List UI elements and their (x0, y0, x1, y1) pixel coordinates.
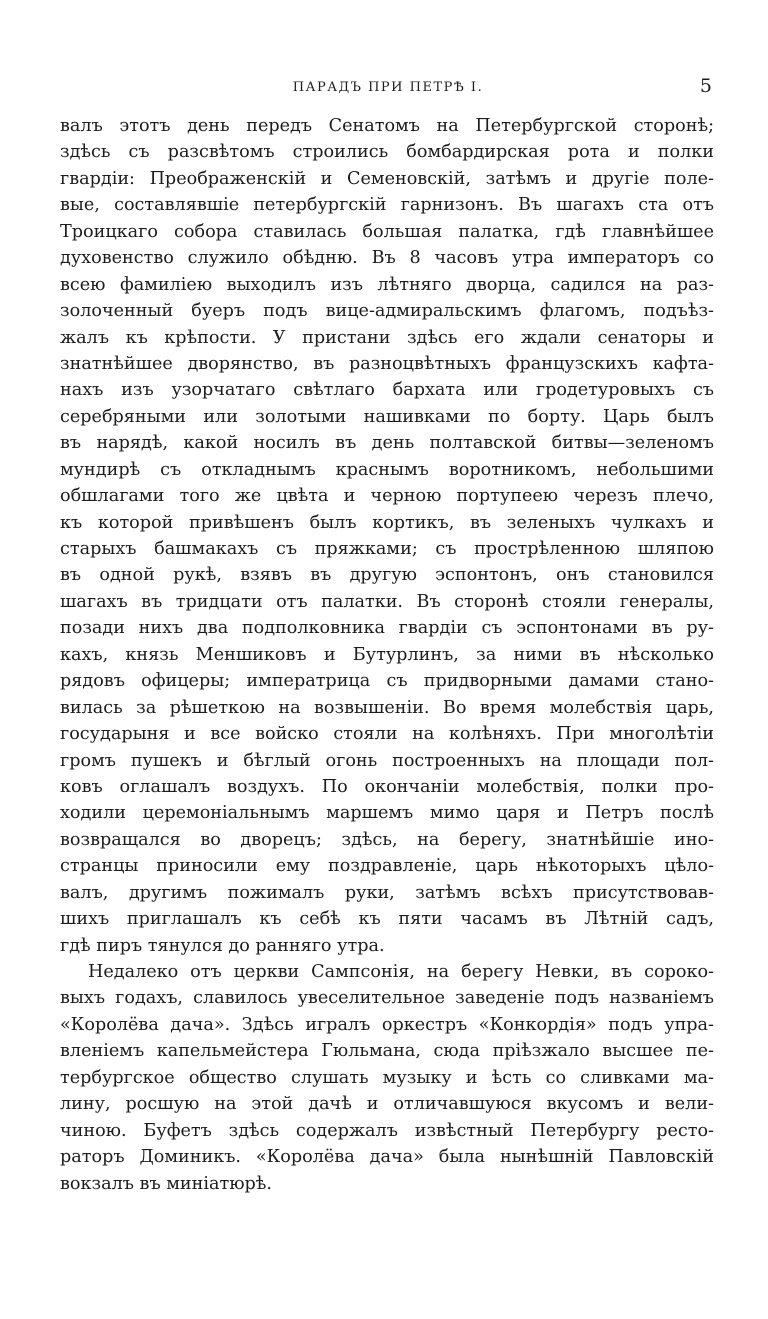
text-line: лину, росшую на этой дачѣ и отличавшуюся вкусомъ и вели- (60, 1094, 714, 1115)
text-line: кахъ, князь Меншиковъ и Бутурлинъ, за ними въ нѣсколько (60, 644, 714, 665)
text-line: вокзалъ въ миніатюрѣ. (60, 1173, 273, 1194)
text-line: рядовъ офицеры; императрица съ придворными дамами стано- (60, 671, 714, 692)
text-line: громъ пушекъ и бѣглый огонь построенныхъ на площади пол- (60, 750, 714, 771)
text-line: мундирѣ съ откладнымъ краснымъ воротникомъ, небольшими (60, 459, 714, 480)
text-line: тербургское общество слушать музыку и ѣсть со сливками ма- (60, 1067, 714, 1088)
text-line: всею фамиліею выходилъ изъ лѣтняго дворца, садился на раз- (60, 274, 714, 295)
text-line: гдѣ пиръ тянулся до ранняго утра. (60, 935, 385, 956)
text-line: гвардіи: Преображенскій и Семеновскій, затѣмъ и другіе поле- (60, 168, 714, 189)
text-line: государыня и все войско стояли на колѣняхъ. При многолѣтіи (60, 724, 714, 745)
paragraph-1 (60, 113, 714, 959)
text-line: духовенство служило обѣдню. Въ 8 часовъ утра императоръ со (60, 248, 714, 269)
paragraph-2 (60, 959, 714, 1197)
page-header (60, 76, 716, 100)
text-line: шагахъ въ тридцати отъ палатки. Въ сторонѣ стояли генералы, (60, 591, 714, 612)
text-line: въ нарядѣ, какой носилъ въ день полтавской битвы—зеленомъ (60, 433, 714, 454)
text-line: чиною. Буфетъ здѣсь содержалъ извѣстный Петербургу ресто- (60, 1120, 714, 1141)
text-line: золоченный буеръ подъ вице-адмиральскимъ флагомъ, подъѣз- (60, 301, 714, 322)
text-line: странцы приносили ему поздравленіе, царь нѣкоторыхъ цѣло- (60, 856, 714, 877)
text-line: серебряными или золотыми нашивками по борту. Царь былъ (60, 406, 714, 427)
text-line: ковъ оглашалъ воздухъ. По окончаніи молебствія, полки про- (60, 776, 714, 797)
text-line: вленіемъ капельмейстера Гюльмана, сюда пріѣзжало высшее пе- (60, 1041, 714, 1062)
text-line: въ одной рукѣ, взявъ въ другую эспонтонъ, онъ становился (60, 565, 714, 586)
text-line: Недалеко отъ церкви Сампсонія, на берегу Невки, въ сороко- (88, 962, 714, 982)
text-line: позади нихъ два подполковника гвардіи съ эспонтонами въ ру- (60, 618, 714, 639)
text-line: валъ этотъ день передъ Сенатомъ на Петербургской сторонѣ; (60, 116, 714, 136)
text-line: здѣсь съ разсвѣтомъ строились бомбардирская рота и полки (60, 142, 714, 163)
text-line: раторъ Доминикъ. «Королёва дача» была нынѣшній Павловскій (60, 1147, 714, 1168)
text-line: вые, составлявшіе петербургскій гарнизонъ. Въ шагахъ ста отъ (60, 195, 714, 216)
text-line: Троицкаго собора ставилась большая палатка, гдѣ главнѣйшее (60, 221, 714, 242)
text-line: шихъ приглашалъ къ себѣ къ пяти часамъ въ Лѣтній садъ, (60, 909, 714, 930)
body-text (60, 113, 714, 1197)
text-line: знатнѣйшее дворянство, въ разноцвѣтныхъ французскихъ кафта- (60, 353, 714, 374)
page-number: 5 (699, 75, 712, 97)
text-line: ходили церемоніальнымъ маршемъ мимо царя и Петръ послѣ (60, 803, 714, 824)
text-line: выхъ годахъ, славилось увеселительное заведеніе подъ названіемъ (60, 988, 714, 1009)
text-line: старыхъ башмакахъ съ пряжками; съ прострѣленною шляпою (60, 539, 714, 559)
text-line: вилась за рѣшеткою на возвышеніи. Во время молебствія царь, (60, 697, 714, 718)
running-title: ПАРАДЪ ПРИ ПЕТРѢ I. (292, 80, 484, 95)
text-line: обшлагами того же цвѣта и черною портупеею черезъ плечо, (60, 486, 714, 507)
text-line: «Королёва дача». Здѣсь игралъ оркестръ «Конкордія» подъ упра- (60, 1014, 714, 1035)
text-line: къ которой привѣшенъ былъ кортикъ, въ зеленыхъ чулкахъ и (60, 512, 714, 533)
text-line: жалъ къ крѣпости. У пристани здѣсь его ждали сенаторы и (60, 327, 714, 348)
text-line: возвращался во дворецъ; здѣсь, на берегу, знатнѣйшіе ино- (60, 829, 714, 850)
text-line: нахъ изъ узорчатаго свѣтлаго бархата или гродетуровыхъ съ (60, 380, 714, 401)
text-line: валъ, другимъ пожималъ руки, затѣмъ всѣхъ присутствовав- (60, 882, 714, 903)
